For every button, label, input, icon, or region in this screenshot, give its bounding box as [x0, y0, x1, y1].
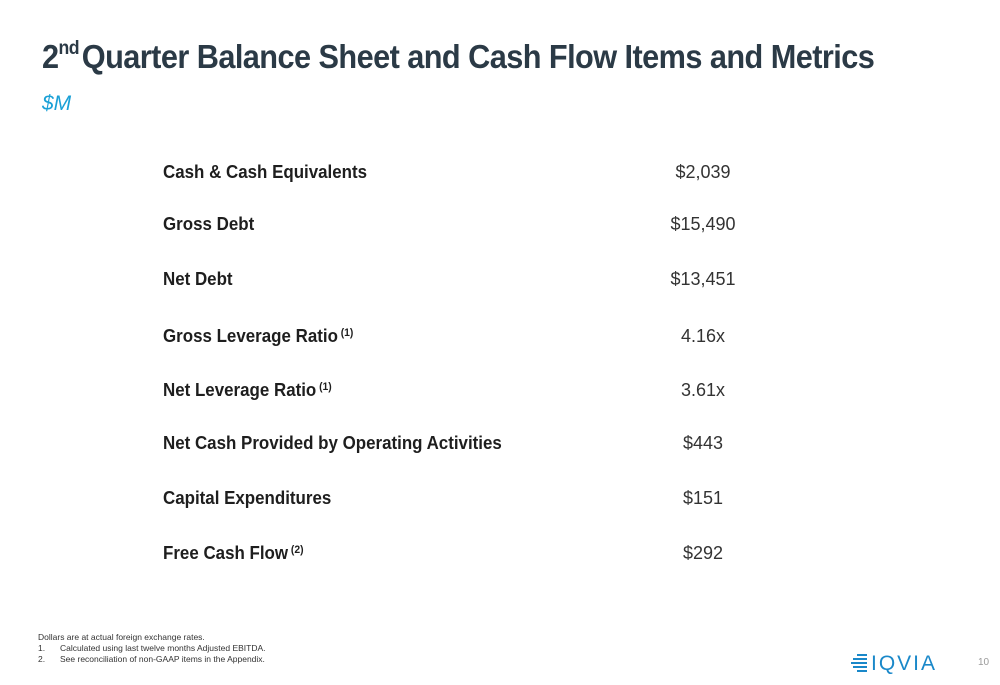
metric-row-net-debt [163, 269, 753, 299]
metric-value: $292 [682, 543, 724, 563]
metric-row-capex [163, 488, 753, 518]
footnote-item: 2. See reconciliation of non-GAAP items in the Appendix. [38, 654, 265, 664]
page-number: 10 [978, 657, 990, 668]
metric-label: Net Debt [163, 269, 233, 289]
logo-text: IQVIA [871, 651, 938, 675]
metric-label: Free Cash Flow $^{(2)}$ [163, 543, 304, 563]
metric-value: $13,451 [670, 269, 736, 289]
metric-row-gross-debt [163, 214, 753, 244]
footnote-item: 1. Calculated using last twelve months Adjusted EBITDA. [38, 643, 266, 653]
metric-row-gross-leverage [163, 326, 753, 356]
metric-row-operating-cash [163, 433, 753, 463]
footnote-ref: (1) [319, 381, 332, 393]
title-ordinal-suffix: nd [58, 38, 79, 59]
metric-label: Gross Leverage Ratio $^{(1)}$ [163, 326, 354, 346]
metric-value: 3.61x [680, 380, 726, 400]
page-subtitle: $M [42, 92, 72, 115]
metric-label: Capital Expenditures [163, 488, 332, 508]
metric-value: 4.16x [680, 326, 726, 346]
iqvia-logo [851, 651, 945, 675]
metric-label: Net Leverage Ratio $^{(1)}$ [163, 380, 332, 400]
logo-bars-icon [851, 654, 867, 672]
footnote-ref: (1) [340, 327, 354, 339]
footnote-intro: Dollars are at actual foreign exchange rates. [38, 632, 205, 642]
metric-row-cash [163, 162, 753, 192]
metric-value: $15,490 [670, 214, 736, 234]
title-ordinal: 2 [42, 38, 59, 75]
title-text: Quarter Balance Sheet and Cash Flow Items and Metrics [81, 38, 875, 75]
metric-label: Cash & Cash Equivalents [163, 162, 368, 182]
metric-value: $2,039 [675, 162, 731, 182]
metric-label: Gross Debt [163, 214, 255, 234]
metric-value: $443 [682, 433, 724, 453]
metric-label: Net Cash Provided by Operating Activities [163, 433, 502, 453]
page-title [42, 38, 874, 76]
metric-row-net-leverage [163, 380, 753, 410]
footnotes [38, 632, 266, 665]
metric-value: $151 [682, 488, 724, 508]
metric-row-free-cash-flow [163, 543, 753, 573]
footnote-ref: (2) [290, 544, 304, 556]
